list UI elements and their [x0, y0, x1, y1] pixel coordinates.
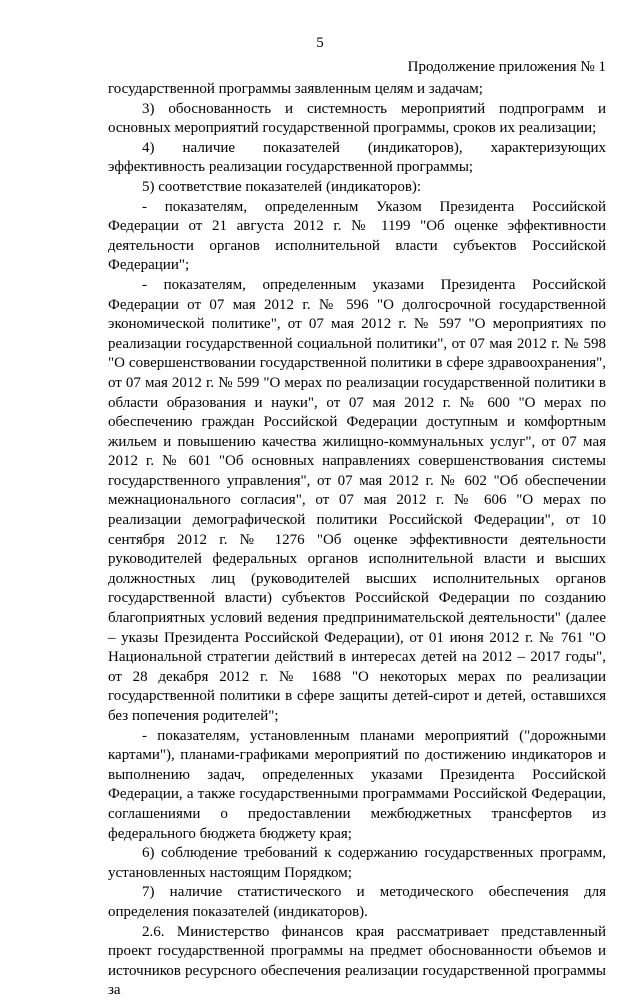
document-body: [108, 80, 606, 1001]
page-number: 5: [316, 35, 324, 51]
paragraph: - показателям, определенным указами Президента Российской Федерации от 07 мая 2012 г. № 596 "О долгосрочной государственной экономической политике", от 07 мая 2012 г. № 597 "О мероприятиях по реализации государственной социальной политики", от 07 мая 2012 г. № 598 "О совершенствовании государственной политики в сфере здравоохранения", от 07 мая 2012 г. № 599 "О мерах по реализации государственной политики в области образования и науки", от 07 мая 2012 г. № 600 "О мерах по обеспечению граждан Российской Федерации доступным и комфортным жильем и повышению качества жилищно-коммунальных услуг", от 07 мая 2012 г. № 601 "Об основных направлениях совершенствования системы государственного управления", от 07 мая 2012 г. № 602 "Об обеспечении межнационального согласия", от 07 мая 2012 г. № 606 "О мерах по реализации демографической политики Российской Федерации", от 10 сентября 2012 г. № 1276 "Об оценке эффективности деятельности руководителей федеральных органов исполнительной власти и высших должностных лиц (руководителей высших исполнительных органов государственной власти) субъектов Российской Федерации по созданию благоприятных условий ведения предпринимательской деятельности" (далее – указы Президента Российской Федерации), от 01 июня 2012 г. № 761 "О Национальной стратегии действий в интересах детей на 2012 – 2017 годы", от 28 декабря 2012 г. № 1688 "О некоторых мерах по реализации государственной политики в сфере защиты детей-сирот и детей, оставшихся без попечения родителей";: [108, 276, 606, 724]
paragraph: 4) наличие показателей (индикаторов), характеризующих эффективность реализации государственной программы;: [108, 139, 606, 176]
paragraph: 6) соблюдение требований к содержанию государственных программ, установленных настоящим Порядком;: [108, 845, 606, 881]
paragraph: 7) наличие статистического и методического обеспечения для определения показателей (индикаторов).: [108, 884, 606, 920]
paragraph: 3) обоснованность и системность мероприятий подпрограмм и основных мероприятий государственной программы, сроков их реализации;: [108, 100, 606, 137]
paragraph: 2.6. Министерство финансов края рассматривает представленный проект государственной программы на предмет обоснованности объемов и источников ресурсного обеспечения реализации государственной программы за: [108, 923, 606, 999]
appendix-continuation-label: Продолжение приложения № 1: [407, 59, 606, 75]
paragraph: 5) соответствие показателей (индикаторов):: [142, 178, 422, 195]
paragraph: государственной программы заявленным целям и задачам;: [108, 81, 483, 97]
paragraph: - показателям, определенным Указом Президента Российской Федерации от 21 августа 2012 г. № 1199 "Об оценке эффективности деятельности органов исполнительной власти субъектов Российской Федерации";: [108, 198, 606, 274]
paragraph: - показателям, установленным планами мероприятий ("дорожными картами"), планами-графиками мероприятий по достижению индикаторов и выполнению задач, определенных указами Президента Российской Федерации, а также государственными программами Российской Федерации, соглашениями о предоставлении межбюджетных трансфертов из федерального бюджета бюджету края;: [108, 727, 606, 842]
